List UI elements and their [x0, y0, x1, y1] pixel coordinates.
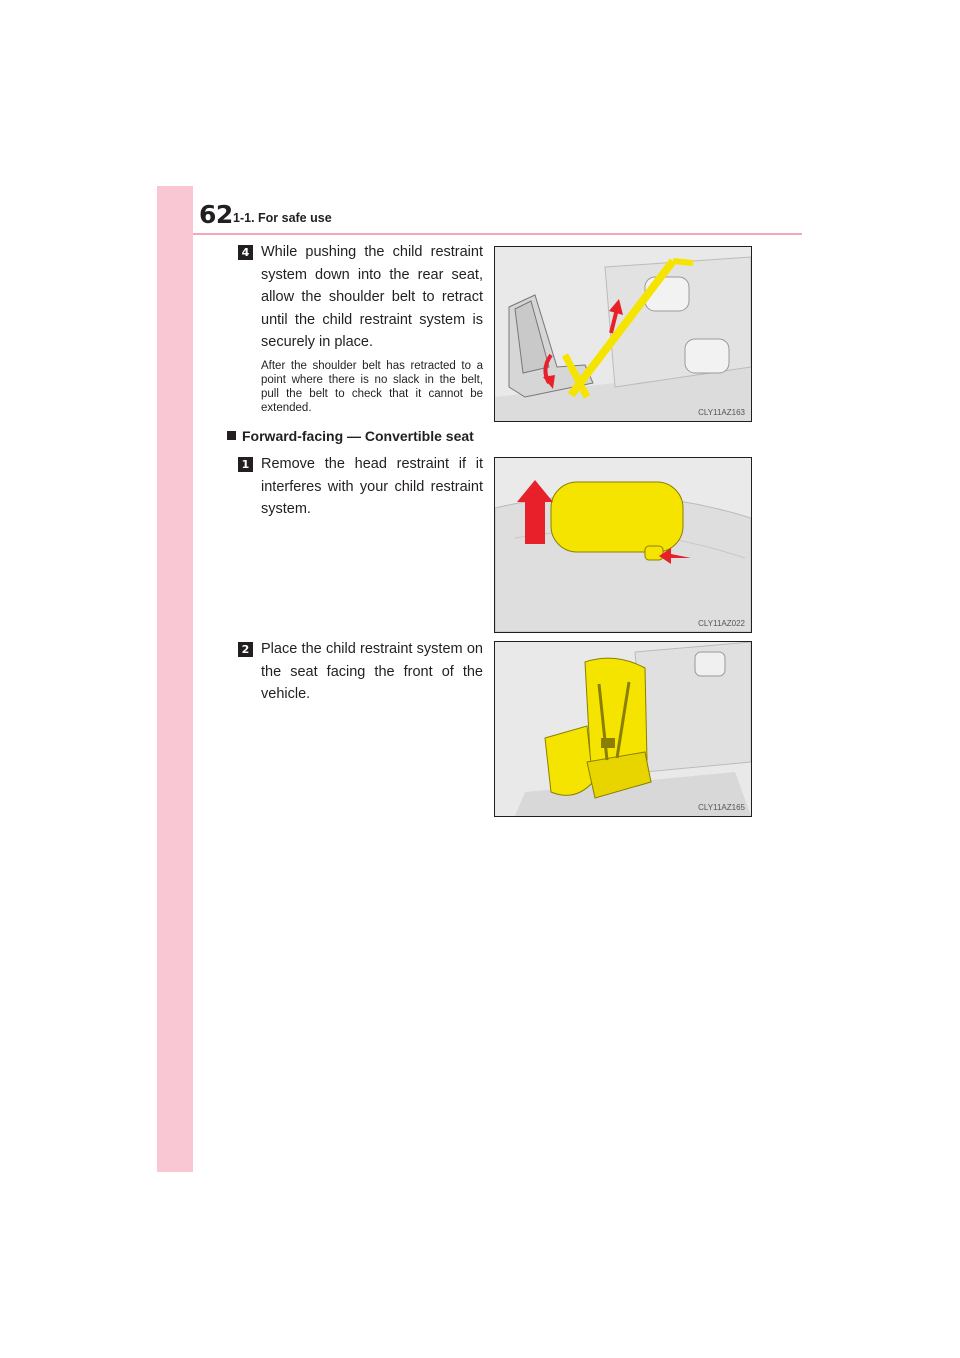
step-2-text: Place the child restraint system on the seat facing the front of the vehicle. — [261, 641, 483, 702]
subheading — [227, 428, 474, 444]
figure-code: CLY11AZ163 — [698, 408, 745, 417]
square-bullet-icon — [227, 431, 236, 440]
step-badge-1: 1 — [238, 457, 253, 472]
header-rule — [193, 233, 802, 235]
figure-child-seat — [494, 641, 752, 817]
section-title: 1-1. For safe use — [233, 211, 332, 225]
figure-belt-retract — [494, 246, 752, 422]
step-1-text: Remove the head restraint if it interferes with your child restraint system. — [261, 456, 483, 517]
step-4-text: While pushing the child restraint system down into the rear seat, allow the shoulder belt to retract until the child restraint system is securely in place. — [261, 244, 483, 350]
figure-head-restraint — [494, 457, 752, 633]
figure-code: CLY11AZ022 — [698, 619, 745, 628]
head-restraint-illustration — [495, 458, 751, 632]
child-seat-illustration — [495, 642, 751, 816]
belt-retract-illustration — [495, 247, 751, 421]
step-badge-4: 4 — [238, 245, 253, 260]
subheading-text: Forward-facing — Convertible seat — [242, 428, 474, 444]
page-number: 62 — [199, 200, 233, 229]
figure-code: CLY11AZ165 — [698, 803, 745, 812]
side-band — [157, 186, 193, 1172]
step-badge-2: 2 — [238, 642, 253, 657]
step-4-note: After the shoulder belt has retracted to a point where there is no slack in the belt, pull the belt to check that it cannot be extended. — [261, 360, 483, 414]
